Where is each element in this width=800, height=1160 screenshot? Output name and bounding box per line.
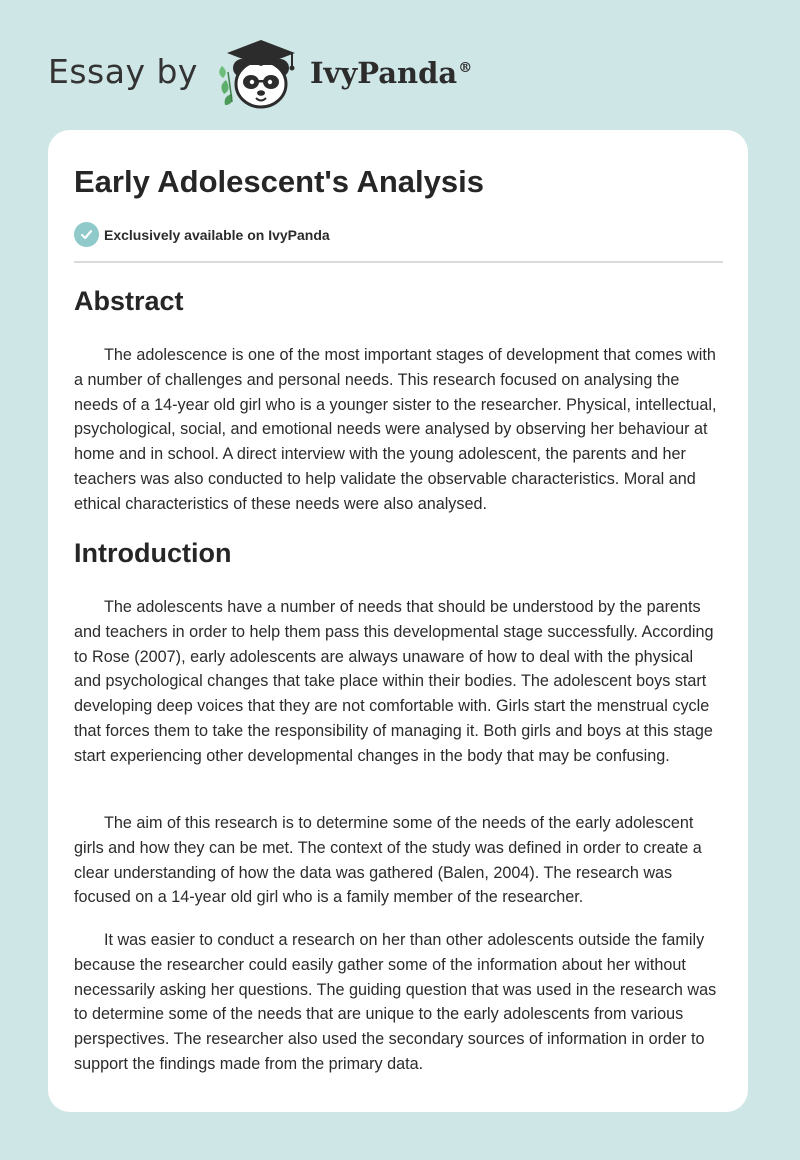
abstract-paragraph: The adolescence is one of the most important stages of development that comes with a number of challenges and personal needs. This research focused on analysing the needs of a 14-year old girl who is a younger sister to the researcher. Physical, intellectual, psychological, social, and emotional needs were analysed by observing her behaviour at home and in school. A direct interview with the young adolescent, the parents and her teachers was also conducted to help validate the observable characteristics. Moral and ethical characteristics of these needs were also analysed. bbox=[74, 346, 717, 513]
title-divider bbox=[74, 261, 723, 263]
exclusive-badge-label: Exclusively available on IvyPanda bbox=[104, 226, 330, 243]
registered-mark: ® bbox=[458, 60, 473, 77]
introduction-paragraph-2: The aim of this research is to determine some of the needs of the early adolescent girls and how they can be met. The context of the study was defined in order to create a clear understanding of how the data was gathered (Balen, 2004). The research was focused on a 14-year old girl who is a family member of the researcher. bbox=[74, 814, 702, 907]
section-heading-introduction: Introduction bbox=[74, 538, 232, 568]
article-title: Early Adolescent's Analysis bbox=[74, 164, 484, 199]
article-card bbox=[48, 130, 748, 1112]
exclusive-badge bbox=[74, 222, 330, 247]
introduction-paragraph-1: The adolescents have a number of needs that should be understood by the parents and teachers in order to help them pass this developmental stage successfully. According to Rose (2007), early adolescents are always unaware of how to deal with the physical and psychological changes that take place within their bodies. The adolescent boys start developing deep voices that they are not comfortable with. Girls start the menstrual cycle that forces them to take the responsibility of managing it. Both girls and boys at this stage start experiencing other developmental changes in the body that may be confusing. bbox=[74, 598, 714, 765]
panda-logo-icon bbox=[212, 36, 304, 112]
brand-header[interactable] bbox=[48, 34, 472, 114]
brand-name: IvyPanda® bbox=[309, 56, 473, 90]
section-heading-abstract: Abstract bbox=[74, 286, 184, 316]
check-circle-icon bbox=[74, 222, 99, 247]
brand-prefix: Essay by bbox=[48, 51, 198, 91]
introduction-paragraph-3: It was easier to conduct a research on her than other adolescents outside the family because the researcher could easily gather some of the information about her without necessarily asking her questions. The guiding question that was used in the research was to determine some of the needs that are unique to the early adolescents from various perspectives. The researcher also used the secondary sources of information in order to support the findings made from the primary data. bbox=[74, 931, 717, 1073]
